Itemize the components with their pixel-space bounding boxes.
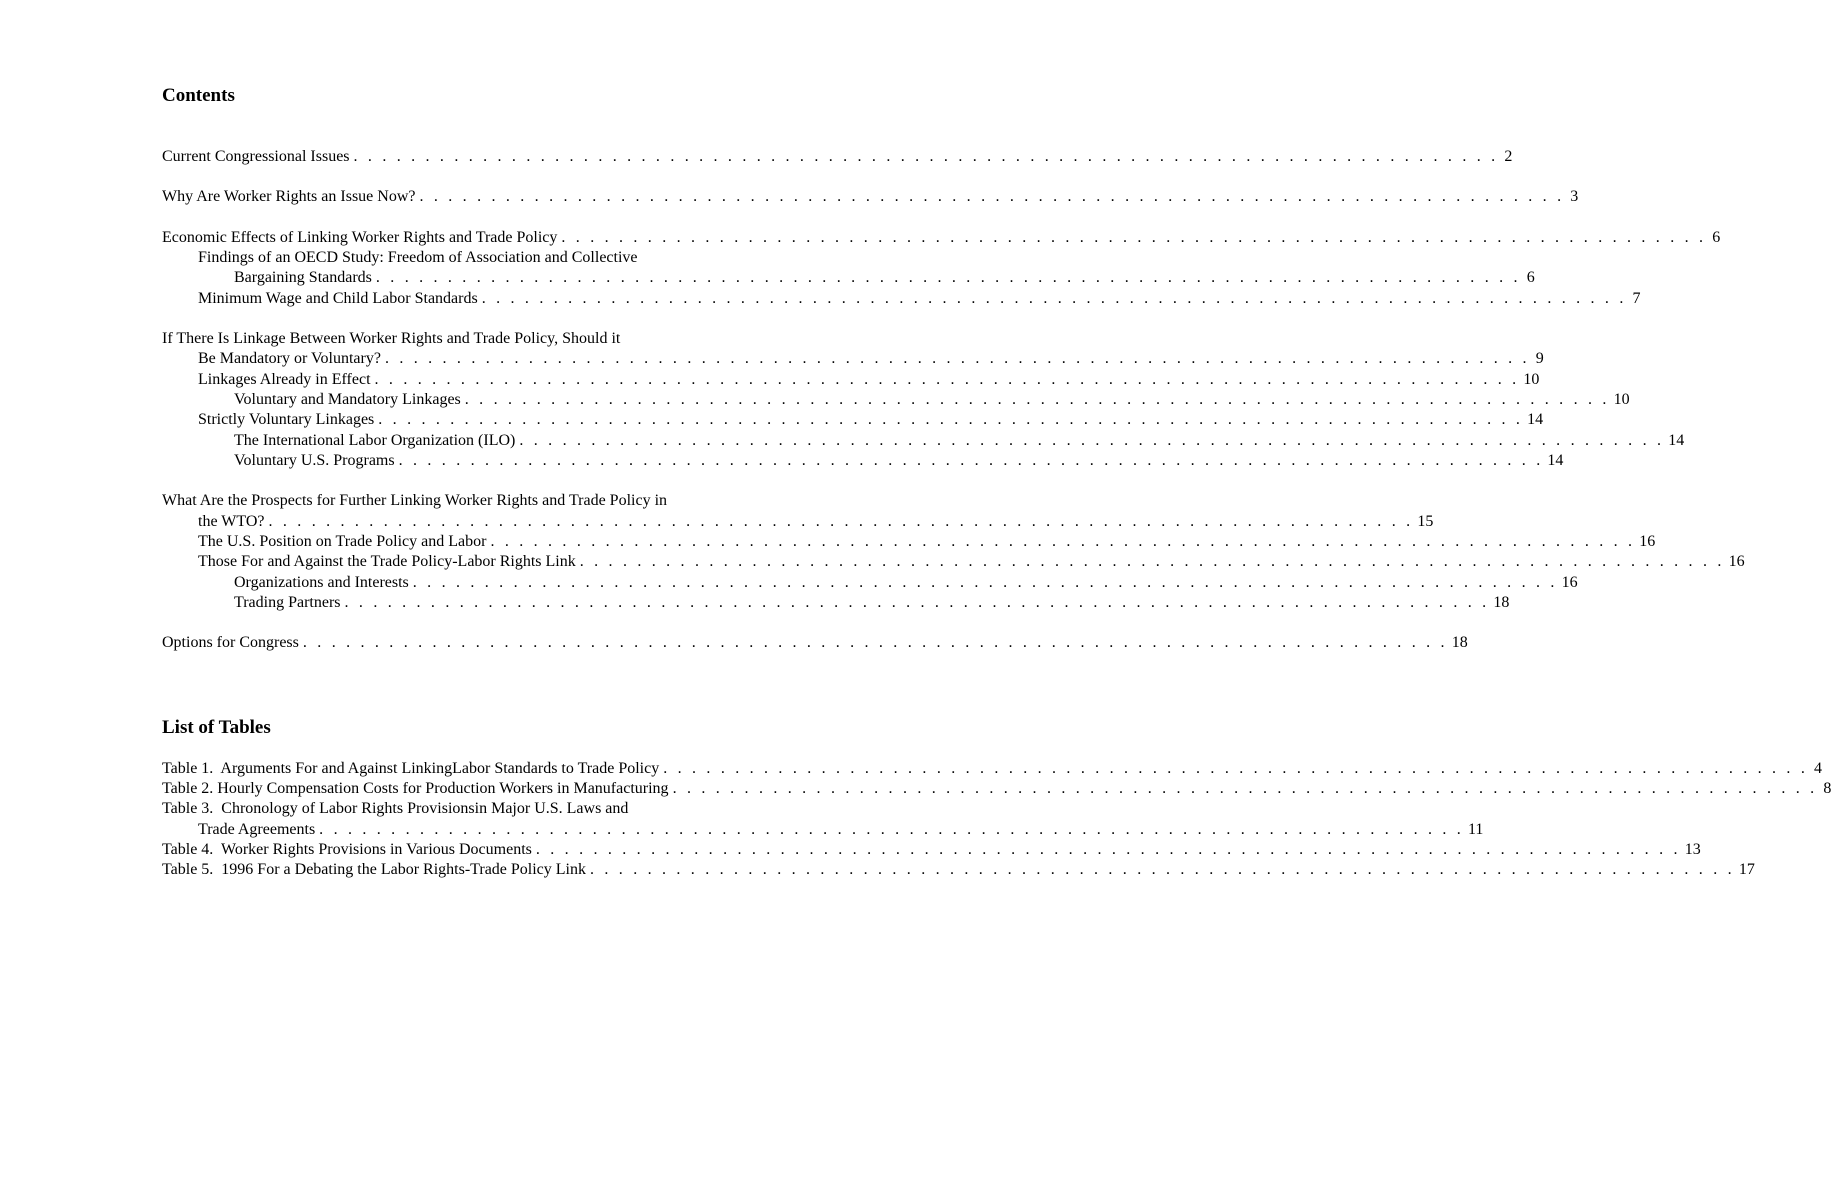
page-number: 4	[1814, 760, 1823, 777]
toc-entry	[234, 451, 1564, 471]
dot-leader: . . . . . . . . . . . . . . . . . . . . . . . . . . . . . . . . . . . . . . . . . . . . . . . . . . . . . . . . . . . . . . . . . . . . . . . . . . . . . . . .	[412, 574, 1558, 591]
toc-entry	[162, 329, 758, 349]
toc-entry-title: Organizations and Interests	[234, 574, 409, 591]
page-number: 10	[1613, 391, 1630, 408]
page-number: 2	[1504, 148, 1513, 165]
dot-leader: . . . . . . . . . . . . . . . . . . . . . . . . . . . . . . . . . . . . . . . . . . . . . . . . . . . . . . . . . . . . . . . . . . . . . . . . . . . . . . . .	[384, 350, 1530, 367]
page-number: 16	[1728, 553, 1745, 570]
dot-leader: . . . . . . . . . . . . . . . . . . . . . . . . . . . . . . . . . . . . . . . . . . . . . . . . . . . . . . . . . . . . . . . . . . . . . . . . . . . . . . . .	[590, 861, 1735, 878]
dot-leader: . . . . . . . . . . . . . . . . . . . . . . . . . . . . . . . . . . . . . . . . . . . . . . . . . . . . . . . . . . . . . . . . . . . . . . . . . . . . . . . .	[302, 634, 1448, 651]
dot-leader: . . . . . . . . . . . . . . . . . . . . . . . . . . . . . . . . . . . . . . . . . . . . . . . . . . . . . . . . . . . . . . . . . . . . . . . . . . . . . . . .	[561, 229, 1707, 246]
dot-leader: . . . . . . . . . . . . . . . . . . . . . . . . . . . . . . . . . . . . . . . . . . . . . . . . . . . . . . . . . . . . . . . . . . . . . . . . . . . . . . . .	[419, 188, 1565, 205]
toc-entry-title: Options for Congress	[162, 634, 299, 651]
dot-leader: . . . . . . . . . . . . . . . . . . . . . . . . . . . . . . . . . . . . . . . . . . . . . . . . . . . . . . . . . . . . . . . . . . . . . . . . . . . . . . . .	[319, 821, 1464, 838]
page-number: 16	[1561, 574, 1578, 591]
toc-entry	[162, 491, 758, 511]
toc-entry	[234, 268, 1535, 288]
dot-leader: . . . . . . . . . . . . . . . . . . . . . . . . . . . . . . . . . . . . . . . . . . . . . . . . . . . . . . . . . . . . . . . . . . . . . . . . . . . . . . . .	[344, 594, 1490, 611]
table-list-entry	[162, 799, 758, 819]
toc-entry-title: Voluntary U.S. Programs	[234, 452, 395, 469]
page-number: 14	[1547, 452, 1564, 469]
page-number: 13	[1684, 841, 1701, 858]
table-list-entry	[162, 779, 1831, 799]
dot-leader: . . . . . . . . . . . . . . . . . . . . . . . . . . . . . . . . . . . . . . . . . . . . . . . . . . . . . . . . . . . . . . . . . . . . . . . . . . . . . . . .	[481, 290, 1627, 307]
page-number: 17	[1738, 861, 1755, 878]
table-list-entry	[162, 840, 1701, 860]
dot-leader: . . . . . . . . . . . . . . . . . . . . . . . . . . . . . . . . . . . . . . . . . . . . . . . . . . . . . . . . . . . . . . . . . . . . . . . . . . . . . . . .	[374, 371, 1520, 388]
page-number: 18	[1451, 634, 1468, 651]
table-list-entry-title: Trade Agreements	[198, 821, 316, 838]
toc-entry-title: Bargaining Standards	[234, 269, 372, 286]
dot-leader: . . . . . . . . . . . . . . . . . . . . . . . . . . . . . . . . . . . . . . . . . . . . . . . . . . . . . . . . . . . . . . . . . . . . . . . . . . . . . . . .	[663, 760, 1809, 777]
page-number: 16	[1639, 533, 1656, 550]
dot-leader: . . . . . . . . . . . . . . . . . . . . . . . . . . . . . . . . . . . . . . . . . . . . . . . . . . . . . . . . . . . . . . . . . . . . . . . . . . . . . . . .	[672, 780, 1818, 797]
dot-leader: . . . . . . . . . . . . . . . . . . . . . . . . . . . . . . . . . . . . . . . . . . . . . . . . . . . . . . . . . . . . . . . . . . . . . . . . . . . . . . . .	[464, 391, 1610, 408]
toc-entry-title: Those For and Against the Trade Policy-Labor Rights Link	[198, 553, 576, 570]
table-list-entry-title: Table 5. 1996 For a Debating the Labor Rights-Trade Policy Link	[162, 861, 586, 878]
dot-leader: . . . . . . . . . . . . . . . . . . . . . . . . . . . . . . . . . . . . . . . . . . . . . . . . . . . . . . . . . . . . . . . . . . . . . . . . . . . . . . . .	[268, 513, 1414, 530]
table-list-entry-title: Table 4. Worker Rights Provisions in Various Documents	[162, 841, 532, 858]
contents-heading: Contents	[162, 85, 235, 106]
toc-entry-title: Linkages Already in Effect	[198, 371, 371, 388]
page-number: 18	[1493, 594, 1510, 611]
dot-leader: . . . . . . . . . . . . . . . . . . . . . . . . . . . . . . . . . . . . . . . . . . . . . . . . . . . . . . . . . . . . . . . . . . . . . . . . . . . . . . . .	[378, 411, 1524, 428]
dot-leader: . . . . . . . . . . . . . . . . . . . . . . . . . . . . . . . . . . . . . . . . . . . . . . . . . . . . . . . . . . . . . . . . . . . . . . . . . . . . . . . .	[519, 432, 1665, 449]
toc-entry-title: What Are the Prospects for Further Linking Worker Rights and Trade Policy in	[162, 492, 668, 509]
toc-entry	[234, 593, 1510, 613]
table-list-entry	[198, 820, 1484, 840]
toc-entry	[234, 390, 1630, 410]
toc-entry-title: Findings of an OECD Study: Freedom of Association and Collective	[198, 249, 638, 266]
toc-entry-title: Trading Partners	[234, 594, 341, 611]
dot-leader: . . . . . . . . . . . . . . . . . . . . . . . . . . . . . . . . . . . . . . . . . . . . . . . . . . . . . . . . . . . . . . . . . . . . . . . . . . . . . . . .	[353, 148, 1499, 165]
toc-entry	[162, 633, 1468, 653]
toc-entry	[162, 228, 1721, 248]
toc-entry-title: Be Mandatory or Voluntary?	[198, 350, 381, 367]
page-number: 8	[1823, 780, 1831, 797]
toc-entry	[198, 370, 1540, 390]
toc-entry-title: the WTO?	[198, 513, 265, 530]
toc-entry-title: Minimum Wage and Child Labor Standards	[198, 290, 478, 307]
toc-entry-title: Why Are Worker Rights an Issue Now?	[162, 188, 416, 205]
toc-entry	[198, 552, 1745, 572]
toc-entry-title: The International Labor Organization (ILO)	[234, 432, 516, 449]
dot-leader: . . . . . . . . . . . . . . . . . . . . . . . . . . . . . . . . . . . . . . . . . . . . . . . . . . . . . . . . . . . . . . . . . . . . . . . . . . . . . . . .	[398, 452, 1544, 469]
page-number: 9	[1535, 350, 1544, 367]
toc-entry	[234, 573, 1578, 593]
toc-entry	[198, 532, 1656, 552]
toc-entry	[162, 187, 1579, 207]
toc-entry-title: Current Congressional Issues	[162, 148, 350, 165]
table-list-entry	[162, 759, 1823, 779]
toc-entry	[198, 349, 1544, 369]
table-list-entry-title: Table 1. Arguments For and Against LinkingLabor Standards to Trade Policy	[162, 760, 660, 777]
dot-leader: . . . . . . . . . . . . . . . . . . . . . . . . . . . . . . . . . . . . . . . . . . . . . . . . . . . . . . . . . . . . . . . . . . . . . . . . . . . . . . . .	[490, 533, 1636, 550]
toc-entry-title: Strictly Voluntary Linkages	[198, 411, 375, 428]
page-number: 6	[1526, 269, 1535, 286]
page-number: 6	[1712, 229, 1721, 246]
toc-entry-title: Voluntary and Mandatory Linkages	[234, 391, 461, 408]
table-list-entry-title: Table 3. Chronology of Labor Rights Provisionsin Major U.S. Laws and	[162, 800, 629, 817]
toc-entry	[162, 147, 1513, 167]
toc-entry	[198, 410, 1544, 430]
dot-leader: . . . . . . . . . . . . . . . . . . . . . . . . . . . . . . . . . . . . . . . . . . . . . . . . . . . . . . . . . . . . . . . . . . . . . . . . . . . . . . . .	[579, 553, 1725, 570]
toc-entry	[198, 512, 1434, 532]
page-number: 3	[1570, 188, 1579, 205]
page-number: 14	[1668, 432, 1685, 449]
page-number: 10	[1523, 371, 1540, 388]
page-number: 15	[1417, 513, 1434, 530]
dot-leader: . . . . . . . . . . . . . . . . . . . . . . . . . . . . . . . . . . . . . . . . . . . . . . . . . . . . . . . . . . . . . . . . . . . . . . . . . . . . . . . .	[375, 269, 1521, 286]
toc-entry-title: The U.S. Position on Trade Policy and Labor	[198, 533, 487, 550]
toc-entry-title: Economic Effects of Linking Worker Rights and Trade Policy	[162, 229, 558, 246]
toc-entry	[198, 289, 1641, 309]
page-number: 7	[1632, 290, 1641, 307]
table-list-entry-title: Table 2. Hourly Compensation Costs for Production Workers in Manufacturing	[162, 780, 669, 797]
toc-entry-title: If There Is Linkage Between Worker Rights and Trade Policy, Should it	[162, 330, 621, 347]
toc-entry	[234, 431, 1685, 451]
toc-entry	[198, 248, 758, 268]
list-of-tables-heading: List of Tables	[162, 717, 271, 738]
dot-leader: . . . . . . . . . . . . . . . . . . . . . . . . . . . . . . . . . . . . . . . . . . . . . . . . . . . . . . . . . . . . . . . . . . . . . . . . . . . . . . . .	[535, 841, 1681, 858]
page-number: 11	[1467, 821, 1484, 838]
page-number: 14	[1527, 411, 1544, 428]
table-list-entry	[162, 860, 1755, 880]
